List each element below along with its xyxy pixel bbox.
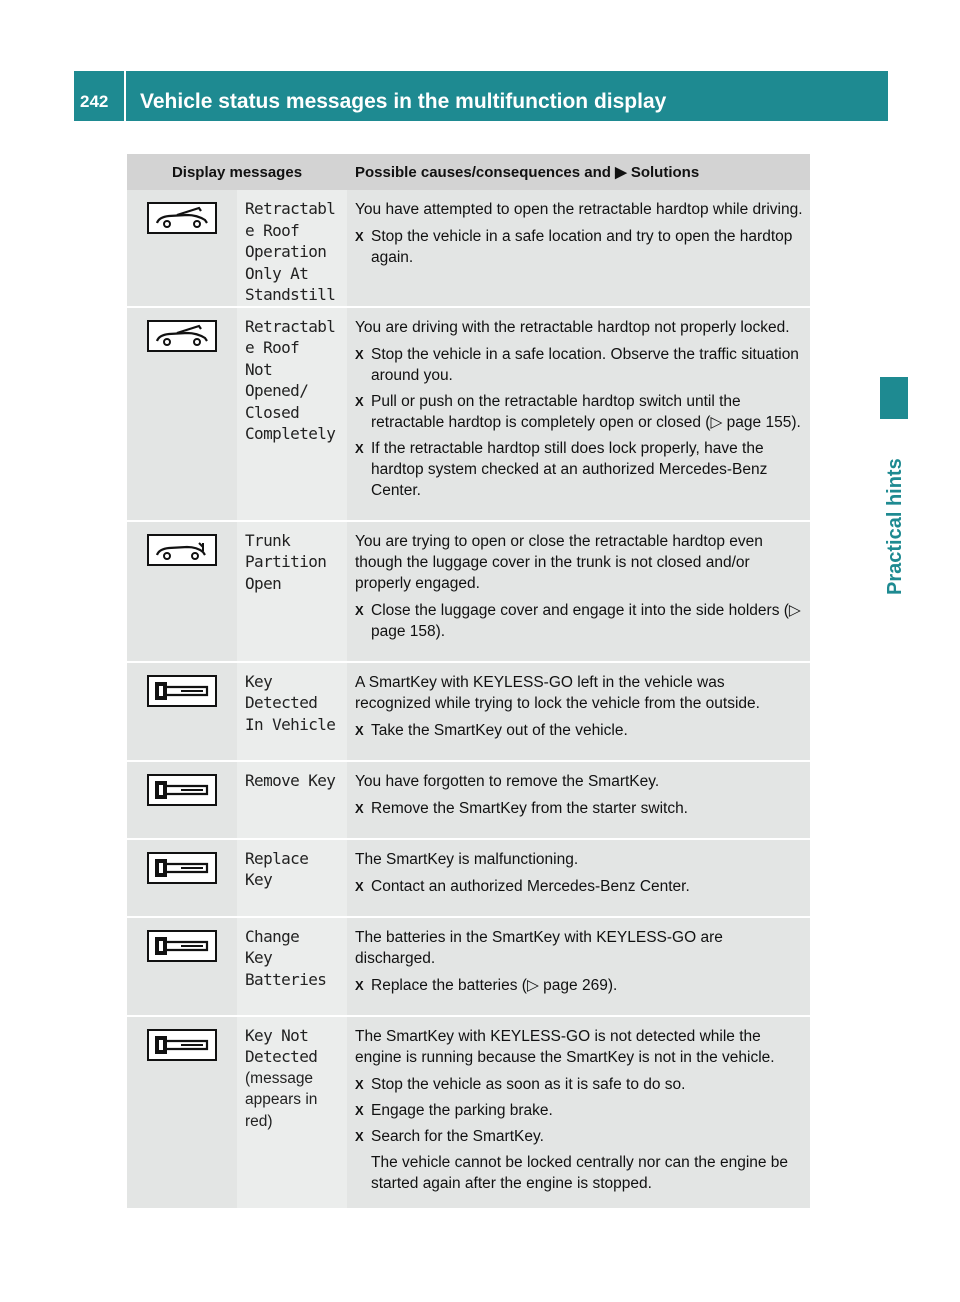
step-arrow-icon: X	[355, 1076, 364, 1092]
table-row	[127, 1017, 810, 1210]
display-message-text: Trunk Partition Open	[245, 530, 327, 593]
display-message	[237, 522, 347, 661]
cause-text: You are driving with the retractable hardtop not properly locked.	[355, 318, 790, 336]
table-row	[127, 918, 810, 1017]
display-message	[237, 190, 347, 306]
cause-text: The SmartKey with KEYLESS-GO is not detected while the engine is running because the SmartKey is not in the vehicle.	[355, 1027, 775, 1066]
solution-step-text: Stop the vehicle in a safe location and try to open the hardtop again.	[371, 228, 793, 266]
display-icon-cell	[127, 663, 237, 760]
step-arrow-icon: X	[355, 393, 364, 409]
solution-cell	[347, 190, 810, 306]
display-message	[237, 308, 347, 520]
solution-step	[355, 1126, 804, 1147]
solution-step-text: Pull or push on the retractable hardtop switch until the retractable hardtop is completely open or closed (▷ page 155).	[371, 392, 801, 431]
solution-cell	[347, 918, 810, 1015]
convertible-roof-icon	[147, 320, 217, 520]
step-arrow-icon: X	[355, 1102, 364, 1118]
column-header-solutions: Possible causes/consequences and ▶ Solutions	[355, 164, 700, 181]
solution-step-text: Replace the batteries (▷ page 269).	[371, 976, 618, 994]
display-message-text: Retractabl e Roof Operation Only At Standstill	[245, 199, 336, 304]
solution-cell	[347, 1017, 810, 1208]
table-row	[127, 190, 810, 308]
display-icon-cell	[127, 918, 237, 1015]
solution-step-text: Contact an authorized Mercedes-Benz Center.	[371, 877, 690, 895]
smartkey-icon	[147, 675, 217, 760]
page-number: 242	[74, 71, 126, 121]
cause-text: You are trying to open or close the retractable hardtop even though the luggage cover in the trunk is not closed and/or properly engaged.	[355, 532, 763, 592]
table-row	[127, 762, 810, 840]
cause-text: The batteries in the SmartKey with KEYLESS-GO are discharged.	[355, 928, 723, 967]
display-icon-cell	[127, 190, 237, 306]
table-header	[127, 154, 810, 190]
solution-step	[355, 1100, 804, 1121]
solution-step-text: Take the SmartKey out of the vehicle.	[371, 721, 628, 739]
display-icon-cell	[127, 762, 237, 838]
trunk-partition-icon	[147, 534, 217, 661]
display-message	[237, 762, 347, 838]
step-arrow-icon: X	[355, 229, 364, 244]
table-body	[127, 190, 810, 1210]
table-row	[127, 308, 810, 522]
solution-step-text: Stop the vehicle as soon as it is safe to do so.	[371, 1075, 686, 1093]
cause-text: The SmartKey is malfunctioning.	[355, 850, 579, 868]
display-message-text: Replace Key	[245, 848, 309, 889]
cause-text: A SmartKey with KEYLESS-GO left in the vehicle was recognized while trying to lock the vehicle from the outside.	[355, 673, 760, 712]
messages-table	[127, 154, 810, 1210]
display-message-text: Key Detected In Vehicle	[245, 671, 336, 734]
step-arrow-icon: X	[355, 800, 364, 816]
solution-step-text: Remove the SmartKey from the starter switch.	[371, 799, 688, 817]
table-row	[127, 522, 810, 663]
solution-step-text: Search for the SmartKey.	[371, 1127, 544, 1145]
display-message-text: Change Key Batteries	[245, 926, 327, 989]
solution-step	[355, 438, 804, 501]
solution-step	[355, 226, 804, 268]
solution-cell	[347, 663, 810, 760]
solution-step	[355, 798, 804, 819]
column-header-display: Display messages	[171, 163, 303, 181]
section-title: Vehicle status messages in the multifunction display	[140, 90, 667, 113]
display-message-text: Key Not Detected	[245, 1025, 318, 1066]
step-arrow-icon: X	[355, 440, 364, 456]
step-arrow-icon: X	[355, 878, 364, 894]
page-header	[74, 71, 888, 121]
display-message	[237, 840, 347, 916]
display-message	[237, 663, 347, 760]
display-message	[237, 1017, 347, 1208]
solution-step-text: Stop the vehicle in a safe location. Observe the traffic situation around you.	[371, 345, 799, 384]
solution-step-text: If the retractable hardtop still does lock properly, have the hardtop system checked at an authorized Mercedes-Benz Center.	[371, 439, 768, 499]
display-icon-cell	[127, 840, 237, 916]
smartkey-icon	[147, 852, 217, 916]
table-row	[127, 840, 810, 918]
step-arrow-icon: X	[355, 1128, 364, 1144]
display-icon-cell	[127, 308, 237, 520]
solution-step	[355, 391, 804, 433]
display-message	[237, 918, 347, 1015]
convertible-roof-icon	[147, 202, 217, 306]
side-tab-label: Practical hints	[884, 458, 906, 595]
display-icon-cell	[127, 1017, 237, 1208]
solution-step	[355, 876, 804, 897]
table-row	[127, 663, 810, 762]
result-note: The vehicle cannot be locked centrally nor can the engine be started again after the engine is stopped.	[371, 1153, 789, 1192]
solution-arrow-icon: ▶	[615, 164, 627, 181]
smartkey-icon	[147, 930, 217, 1015]
solution-step	[355, 975, 804, 996]
side-tab	[880, 0, 960, 1302]
display-message-text: Retractabl e Roof Not Opened/ Closed Completely	[245, 316, 336, 443]
smartkey-icon	[147, 774, 217, 838]
solution-step	[355, 600, 804, 642]
solution-step	[355, 1074, 804, 1095]
smartkey-icon	[147, 1029, 217, 1208]
solution-step	[355, 720, 804, 741]
solution-cell	[347, 762, 810, 838]
cause-text: You have attempted to open the retractable hardtop while driving.	[355, 201, 803, 218]
step-arrow-icon: X	[355, 722, 364, 738]
solution-step-text: Engage the parking brake.	[371, 1101, 553, 1119]
solution-cell	[347, 840, 810, 916]
cause-text: You have forgotten to remove the SmartKey.	[355, 772, 660, 790]
step-arrow-icon: X	[355, 346, 364, 362]
display-icon-cell	[127, 522, 237, 661]
solution-cell	[347, 308, 810, 520]
solution-cell	[347, 522, 810, 661]
step-arrow-icon: X	[355, 977, 364, 993]
display-message-note: (message appears in red)	[245, 1069, 318, 1130]
solution-step	[355, 344, 804, 386]
step-arrow-icon: X	[355, 602, 364, 618]
display-message-text: Remove Key	[245, 770, 336, 790]
solution-step-text: Close the luggage cover and engage it into the side holders (▷ page 158).	[371, 601, 801, 640]
